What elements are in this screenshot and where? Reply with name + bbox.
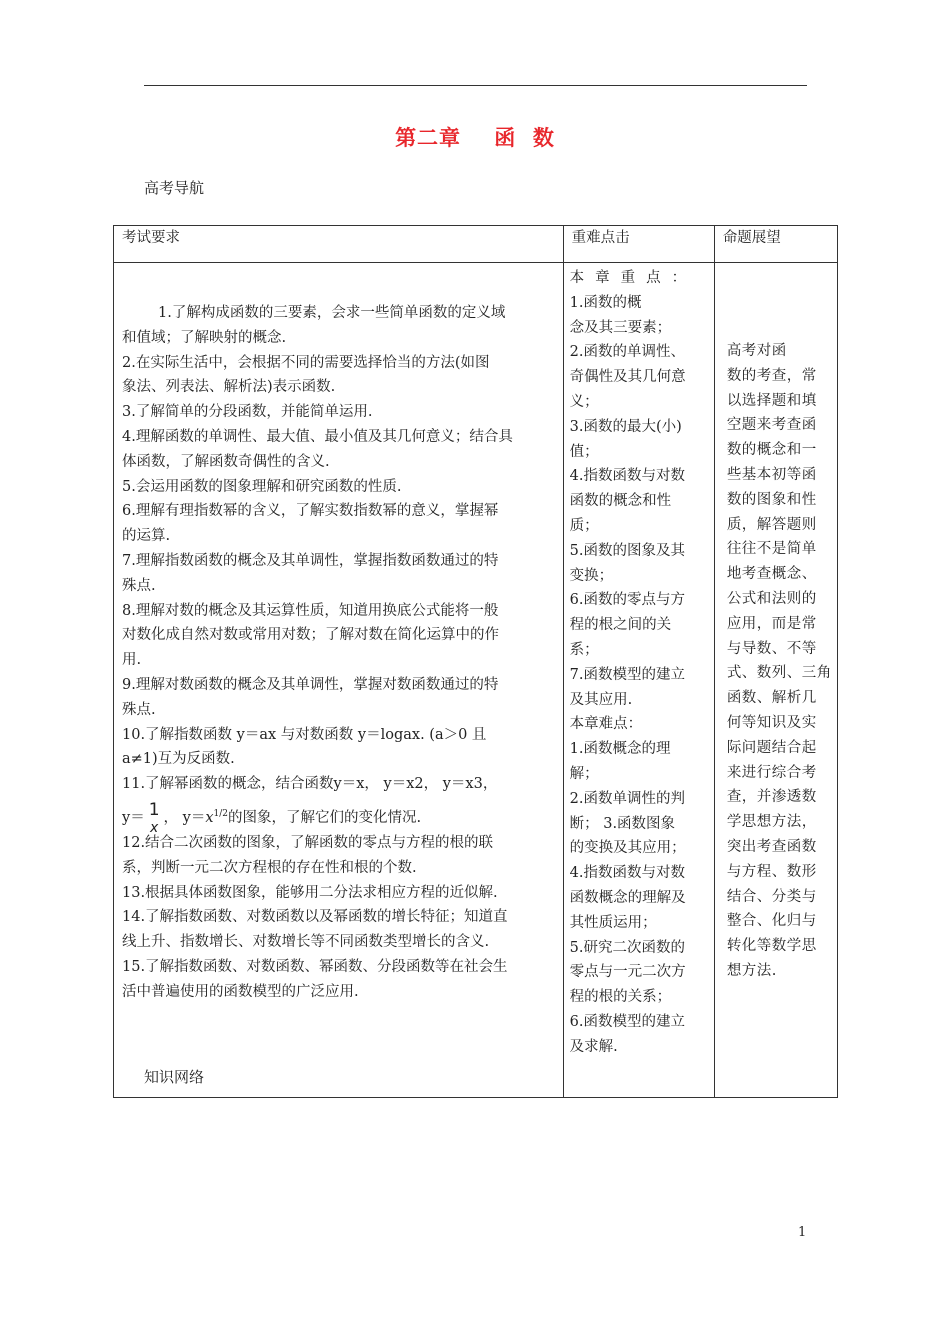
col3-line: 转化等数学思 (726, 938, 817, 955)
header-rule (144, 85, 807, 86)
fraction-line-suffix: 的图象，了解它们的变化情况. (228, 809, 422, 826)
col1a-line: 殊点. (122, 577, 156, 594)
col1a-line: 殊点. (122, 701, 156, 718)
col1a-line: 4.理解函数的单调性、最大值、最小值及其几何意义；结合具 (122, 428, 513, 445)
col2-line: 变换； (569, 567, 614, 584)
col3-line: 查，并渗透数 (726, 789, 817, 806)
col2-line: 7.函数模型的建立 (569, 666, 685, 683)
col3-line: 突出考查函数 (726, 838, 817, 855)
col3-line: 与方程、数形 (726, 863, 817, 880)
col2-line: 及其应用. (569, 691, 633, 708)
col2-line: 5.研究二次函数的 (569, 939, 685, 956)
col2-line: 念及其三要素； (569, 319, 672, 336)
col2-line: 5.函数的图象及其 (569, 542, 685, 559)
col3-line: 与导数、不等 (726, 640, 817, 657)
col1a-line: 和值域；了解映射的概念. (122, 329, 287, 346)
col1b-line: 线上升、指数增长、对数增长等不同函数类型增长的含义. (122, 934, 490, 951)
col1b-line: 13.根据具体函数图象，能够用二分法求相应方程的近似解. (122, 884, 498, 901)
col2-line: 4.指数函数与对数 (569, 468, 685, 485)
col3-line: 数的考查，常 (726, 367, 817, 384)
outlook-text (727, 339, 831, 984)
col1a-line: 2.在实际生活中，会根据不同的需要选择恰当的方法(如图 (122, 354, 490, 371)
table-header-row (114, 226, 838, 263)
fraction-numerator: 1 (148, 799, 160, 820)
col1a-line: 8.理解对数的概念及其运算性质，知道用换底公式能将一般 (122, 602, 499, 619)
col1a-line: a≠1)互为反函数. (122, 751, 235, 768)
col1a-line: 用. (122, 652, 142, 669)
power-exponent: 1/2 (213, 808, 229, 819)
col2-line: 本章重点： (569, 270, 698, 286)
requirement-line-fraction (122, 797, 555, 836)
col3-line: 际问题结合起 (726, 739, 817, 756)
col3-line: 整合、化归与 (726, 913, 817, 930)
col2-line: 函数的概念和性 (569, 493, 672, 510)
fraction-line-sep: ， y＝ (163, 809, 206, 826)
key-points-cell (563, 263, 714, 1098)
col2-line: 系； (569, 641, 599, 658)
fraction-denominator: x (149, 819, 159, 836)
power-base: x (205, 809, 214, 826)
col2-line: 义； (569, 393, 599, 410)
section-heading-network: 知识网络 (144, 1068, 205, 1086)
col3-line: 些基本初等函 (726, 466, 817, 483)
col3-line: 以选择题和填 (726, 392, 817, 409)
chapter-title: 第二章 函 数 (395, 126, 555, 150)
col1a-line: 体函数，了解函数奇偶性的含义. (122, 453, 330, 470)
col1a-line: 3.了解简单的分段函数，并能简单运用. (122, 404, 373, 421)
col3-line: 公式和法则的 (726, 590, 817, 607)
col3-line: 学思想方法， (726, 814, 817, 831)
col2-line: 6.函数的零点与方 (569, 592, 685, 609)
col2-line: 程的根之间的关 (569, 617, 672, 634)
col2-line: 3.函数的最大(小) (569, 418, 682, 435)
col3-line: 应用，而是常 (726, 615, 817, 632)
col2-line: 1.函数概念的理 (569, 741, 671, 758)
col1a-line: 10.了解指数函数 y＝ax 与对数函数 y＝logax. (a＞0 且 (122, 726, 487, 743)
col3-line: 空题来考查函 (726, 417, 817, 434)
col1a-line: 7.理解指数函数的概念及其单调性，掌握指数函数通过的特 (122, 552, 499, 569)
col3-line: 来进行综合考 (726, 764, 817, 781)
requirements-table (113, 225, 838, 1098)
power-x-half (205, 810, 228, 826)
col2-line: 奇偶性及其几何意 (569, 369, 686, 386)
col1b-line: 活中普遍使用的函数模型的广泛应用. (122, 983, 359, 1000)
col2-line: 程的根的关系； (569, 989, 672, 1006)
col2-line: 2.函数单调性的判 (569, 790, 685, 807)
col2-line: 其性质运用； (569, 914, 657, 931)
col2-line: 质； (569, 517, 599, 534)
col3-line: 函数、解析几 (726, 690, 817, 707)
col1b-line: 12.结合二次函数的图象，了解函数的零点与方程的根的联 (122, 834, 494, 851)
section-heading-nav: 高考导航 (144, 179, 205, 197)
col2-line: 的变换及其应用； (569, 840, 686, 857)
col3-line: 往往不是简单 (726, 541, 817, 558)
col1a-line: 1.了解构成函数的三要素，会求一些简单函数的定义域 (158, 305, 506, 321)
col2-line: 函数概念的理解及 (569, 889, 686, 906)
col1b-line: 系，判断一元二次方程根的存在性和根的个数. (122, 859, 417, 876)
col2-line: 4.指数函数与对数 (569, 865, 685, 882)
header-outlook: 命题展望 (714, 226, 837, 263)
col2-line: 断； 3.函数图象 (569, 815, 676, 832)
col3-line: 何等知识及实 (726, 714, 817, 731)
col3-line: 式、数列、三角 (726, 665, 832, 682)
col3-line: 质，解答题则 (726, 516, 817, 533)
col3-line: 想方法. (726, 962, 777, 979)
col1a-line: 6.理解有理指数幂的含义，了解实数指数幂的意义，掌握幂 (122, 503, 499, 520)
col3-line: 结合、分类与 (726, 888, 817, 905)
key-points-list (570, 266, 708, 1060)
col1a-line: 象法、列表法、解析法)表示函数. (122, 379, 336, 396)
table-body-row (114, 263, 838, 1098)
col2-line: 1.函数的概 (569, 294, 642, 311)
col3-line: 高考对函 (726, 343, 787, 359)
col2-line: 2.函数的单调性、 (569, 344, 685, 361)
outlook-cell (714, 263, 837, 1098)
col2-line: 本章难点： (569, 716, 643, 733)
col1a-line: 5.会运用函数的图象理解和研究函数的性质. (122, 478, 402, 495)
col2-line: 及求解. (569, 1038, 618, 1055)
col3-line: 地考查概念、 (726, 566, 817, 583)
col3-line: 数的图象和性 (726, 491, 817, 508)
page-number: 1 (798, 1225, 807, 1240)
col1a-line: 11.了解幂函数的概念，结合函数y＝x， y＝x2， y＝x3， (122, 776, 498, 793)
header-exam-requirements: 考试要求 (114, 226, 564, 263)
col2-line: 值； (569, 443, 599, 460)
exam-requirements-cell (114, 263, 564, 1098)
col2-line: 解； (569, 765, 599, 782)
requirements-list-a (122, 301, 555, 797)
col1a-line: 的运算. (122, 528, 171, 545)
col1a-line: 对数化成自然对数或常用对数；了解对数在简化运算中的作 (122, 627, 499, 644)
col2-line: 零点与一元二次方 (569, 964, 686, 981)
col1b-line: 15.了解指数函数、对数函数、幂函数、分段函数等在社会生 (122, 958, 508, 975)
fraction-line-prefix: y＝ (122, 809, 145, 826)
col3-line: 数的概念和一 (726, 442, 817, 459)
header-key-points: 重难点击 (563, 226, 714, 263)
col1b-line: 14.了解指数函数、对数函数以及幂函数的增长特征；知道直 (122, 909, 508, 926)
requirements-list-b (122, 831, 555, 1005)
col2-line: 6.函数模型的建立 (569, 1013, 685, 1030)
col1a-line: 9.理解对数函数的概念及其单调性，掌握对数函数通过的特 (122, 676, 499, 693)
